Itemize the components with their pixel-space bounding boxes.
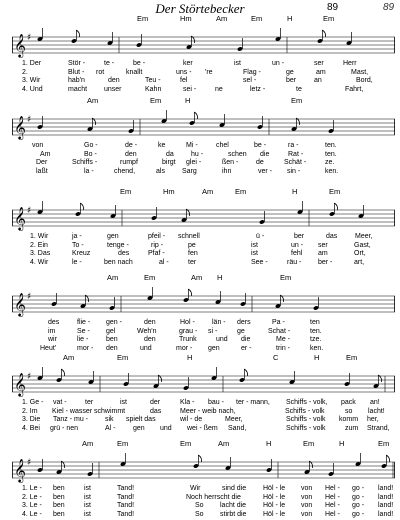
lyric-syllable: Gast, xyxy=(354,241,371,249)
lyric-syllable: sik xyxy=(105,416,114,423)
lyric-syllable: sei - xyxy=(183,85,197,93)
lyric-syllable: tenge - xyxy=(107,241,129,249)
lyric-syllable: So xyxy=(195,510,204,518)
lyric-syllable: 3. Wir xyxy=(22,77,41,84)
chord-symbol: Em xyxy=(137,14,149,23)
sharp-icon: ♯ xyxy=(27,206,32,216)
chord-symbol: H xyxy=(287,14,293,23)
lyric-syllable: ßen - xyxy=(222,159,239,166)
lyric-syllable: Schiffs - volk, xyxy=(286,399,328,406)
song-title: Der Störtebecker xyxy=(155,1,245,16)
lyric-syllable: her, xyxy=(367,416,379,423)
treble-clef-icon: 𝄞 xyxy=(14,206,26,230)
lyric-syllable: Höl - le xyxy=(263,502,286,509)
lyric-syllable: ge xyxy=(237,327,245,335)
lyric-syllable: ser xyxy=(314,60,324,67)
lyric-syllable: Tand! xyxy=(117,510,135,518)
lyric-syllable: Noch herrscht die xyxy=(186,493,241,501)
lyric-syllable: Kahn xyxy=(145,85,162,93)
lyric-syllable: sind die xyxy=(222,485,247,492)
lyric-syllable: trin - xyxy=(276,344,290,352)
lyric-syllable: Strand, xyxy=(367,424,390,432)
lyric-syllable: ke xyxy=(158,142,166,149)
lyric-syllable: pe xyxy=(188,241,196,249)
lyric-syllable: hab'n xyxy=(68,77,85,84)
lyric-syllable: Herr xyxy=(343,60,357,67)
lyric-syllable: Schat - xyxy=(268,327,291,335)
lyric-syllable: 2. Le - xyxy=(22,493,42,501)
lyric-line xyxy=(0,345,400,354)
lyric-syllable: mor - xyxy=(77,344,94,352)
lyric-syllable: ben xyxy=(53,493,65,501)
lyric-syllable: 4. Wir xyxy=(30,258,49,266)
chord-symbol: Em xyxy=(120,187,132,196)
lyric-syllable: spielt das xyxy=(126,416,156,423)
note-flag xyxy=(80,203,83,210)
lyric-syllable: und xyxy=(140,344,152,352)
chord-symbol: Em xyxy=(378,439,390,448)
lyric-syllable: von xyxy=(301,493,313,501)
lyric-syllable: Kiel - wasser schwimmt xyxy=(52,407,126,415)
note-flag xyxy=(194,112,197,119)
lyric-syllable: da xyxy=(166,150,174,158)
lyric-syllable: ver - xyxy=(258,167,272,175)
lyric-syllable: land! xyxy=(378,485,394,492)
treble-clef-icon: 𝄞 xyxy=(14,458,26,482)
lyric-syllable: Tanz - mu - xyxy=(53,416,89,423)
lyric-syllable: Rat - xyxy=(288,150,304,158)
staff xyxy=(12,24,395,64)
lyric-line xyxy=(0,259,400,268)
chord-symbol: H xyxy=(185,96,191,105)
lyric-syllable: ber xyxy=(286,77,297,84)
lyric-syllable: rumpf xyxy=(120,159,138,166)
treble-clef-icon: 𝄞 xyxy=(14,115,26,139)
lyric-syllable: flie - xyxy=(77,319,91,326)
lyric-syllable: am xyxy=(318,250,328,257)
lyric-syllable: ten. xyxy=(325,150,337,158)
lyric-syllable: von xyxy=(301,502,313,509)
lyric-syllable: knallt xyxy=(126,68,143,76)
lyric-syllable: Kreuz xyxy=(72,250,91,257)
chord-symbol: Hm xyxy=(163,187,175,196)
lyric-syllable: Mi - xyxy=(186,142,198,149)
chord-symbol: Am xyxy=(107,273,119,282)
lyric-syllable: Tand! xyxy=(117,493,135,501)
note-flag xyxy=(198,455,201,462)
lyric-syllable: Höl - le xyxy=(263,485,286,492)
chord-symbol: Am xyxy=(216,14,228,23)
chord-symbol: C xyxy=(273,353,279,362)
chord-symbol: Em xyxy=(280,273,292,282)
chord-symbol: H xyxy=(217,273,223,282)
lyric-syllable: 2. Im xyxy=(22,407,38,415)
lyric-syllable: unser xyxy=(104,85,122,93)
lyric-syllable: 1. Der xyxy=(22,60,42,67)
lyric-syllable: glei - xyxy=(186,159,202,166)
lyric-syllable: lacht die xyxy=(220,502,247,509)
lyric-syllable: Höl - le xyxy=(263,493,286,501)
chord-symbol: H xyxy=(314,353,320,362)
chord-symbol: H xyxy=(187,353,193,362)
lyric-syllable: so xyxy=(345,407,353,415)
note-flag xyxy=(61,369,64,376)
lyric-syllable: ben xyxy=(106,336,118,343)
chord-symbol: Em xyxy=(117,439,129,448)
chord-symbol: Em xyxy=(180,439,192,448)
chord-symbol: Em xyxy=(291,96,303,105)
lyric-syllable: de xyxy=(256,159,264,166)
lyric-syllable: den xyxy=(125,150,137,158)
sharp-icon: ♯ xyxy=(27,292,32,302)
lyric-syllable: gel xyxy=(106,327,116,335)
chord-symbol: Am xyxy=(202,187,214,196)
lyric-syllable: ja - xyxy=(72,233,82,240)
lyric-syllable: Weh'n xyxy=(137,327,157,335)
lyric-syllable: Schiffs - volk xyxy=(286,424,326,432)
lyric-syllable: die xyxy=(241,336,251,343)
note-flag xyxy=(334,203,337,210)
lyric-syllable: von xyxy=(301,485,313,492)
lyric-syllable: ra - xyxy=(288,142,299,149)
lyric-syllable: Se - xyxy=(77,327,90,335)
lyric-syllable: Meer, xyxy=(225,416,243,423)
chord-symbol: Em xyxy=(150,96,162,105)
lyric-syllable: Kla - xyxy=(180,399,195,406)
lyric-syllable: go - xyxy=(352,485,365,492)
lyric-syllable: wil - de xyxy=(180,416,203,423)
lyric-syllable: Wir xyxy=(190,485,201,492)
lyric-syllable: ter - mann, xyxy=(236,399,270,406)
lyric-syllable: der xyxy=(150,399,161,406)
lyric-line xyxy=(0,168,400,177)
lyric-syllable: uns - xyxy=(176,68,192,76)
lyric-syllable: grü - nen xyxy=(50,424,79,432)
lyric-syllable: hu - xyxy=(191,150,204,158)
note-flag xyxy=(76,30,79,37)
lyric-syllable: un - xyxy=(272,60,285,67)
lyric-syllable: ist xyxy=(120,399,127,406)
lyric-syllable: land! xyxy=(378,502,394,509)
lyric-syllable: Schät - xyxy=(284,159,307,166)
lyric-syllable: Ort, xyxy=(354,250,366,257)
lyric-syllable: und xyxy=(160,424,172,432)
lyric-syllable: komm xyxy=(339,416,359,423)
lyric-syllable: die xyxy=(260,150,270,158)
lyric-syllable: tze. xyxy=(310,336,322,343)
lyric-syllable: Teu - xyxy=(145,77,161,84)
lyric-syllable: an! xyxy=(370,399,380,406)
treble-clef-icon: 𝄞 xyxy=(14,372,26,396)
chord-symbol: H xyxy=(292,187,298,196)
lyric-syllable: län - xyxy=(212,319,226,326)
staff xyxy=(12,363,395,403)
lyric-syllable: ben xyxy=(53,502,65,509)
lyric-syllable: Tand! xyxy=(117,485,135,492)
lyric-syllable: si - xyxy=(208,327,218,335)
chord-symbol: Em xyxy=(117,353,129,362)
lyric-syllable: Meer - weib nach, xyxy=(180,407,236,415)
lyric-syllable: Schiffs - volk xyxy=(286,416,326,423)
lyric-syllable: lacht! xyxy=(368,407,385,415)
lyric-syllable: das xyxy=(326,233,338,240)
lyric-syllable: wei - ßem xyxy=(187,424,218,432)
lyric-syllable: ihn xyxy=(222,167,232,175)
chord-symbol: Am xyxy=(63,353,75,362)
lyric-syllable: be - xyxy=(254,142,267,149)
staff xyxy=(12,283,395,323)
lyric-syllable: ben xyxy=(53,510,65,518)
lyric-syllable: ist xyxy=(251,250,258,257)
lyric-syllable: räu - xyxy=(287,258,302,266)
lyric-syllable: land! xyxy=(378,493,394,501)
lyric-syllable: ze. xyxy=(325,159,335,166)
lyric-syllable: 4. Le - xyxy=(22,510,42,518)
lyric-syllable: sel - xyxy=(243,77,257,84)
lyric-syllable: zum xyxy=(345,424,359,432)
lyric-syllable: un - xyxy=(291,241,304,249)
chord-symbol: H xyxy=(339,439,345,448)
lyric-syllable: chel xyxy=(216,142,229,149)
lyric-syllable: den xyxy=(144,319,156,326)
lyric-syllable: Hel - xyxy=(325,485,340,492)
lyric-syllable: Mast, xyxy=(351,68,369,76)
sharp-icon: ♯ xyxy=(27,372,32,382)
lyric-syllable: das xyxy=(150,407,162,415)
lyric-syllable: sin - xyxy=(287,167,301,175)
lyric-syllable: Tand! xyxy=(117,502,135,509)
lyric-syllable: ker xyxy=(183,60,193,67)
lyric-syllable: ten xyxy=(310,319,320,326)
lyric-syllable: an xyxy=(314,77,322,84)
lyric-syllable: ber - xyxy=(318,258,333,266)
chord-symbol: Am xyxy=(87,96,99,105)
lyric-syllable: Heut' xyxy=(40,344,57,352)
lyric-syllable: 3. Le - xyxy=(22,502,42,509)
lyric-syllable: go - xyxy=(352,502,365,509)
sharp-icon: ♯ xyxy=(27,115,32,125)
lyric-syllable: ken. xyxy=(325,167,339,175)
lyric-syllable: be - xyxy=(133,60,146,67)
lyric-syllable: gen xyxy=(107,233,119,240)
lyric-syllable: gen xyxy=(133,424,145,432)
lyric-syllable: des xyxy=(48,319,60,326)
lyric-syllable: 2. xyxy=(22,68,28,76)
lyric-syllable: von xyxy=(301,510,313,518)
lyric-syllable: Trunk xyxy=(179,336,197,343)
lyric-syllable: fen xyxy=(188,250,198,257)
lyric-syllable: den xyxy=(106,344,118,352)
chord-symbol: Hm xyxy=(180,14,192,23)
lyric-syllable: rot xyxy=(96,68,105,76)
lyric-syllable: und xyxy=(216,336,228,343)
note-flag xyxy=(188,289,191,296)
lyric-syllable: den xyxy=(144,336,156,343)
lyric-syllable: ge xyxy=(286,68,294,76)
lyric-syllable: ter xyxy=(188,258,197,266)
lyric-syllable: Hel - xyxy=(325,510,340,518)
lyric-syllable: le - xyxy=(72,258,82,266)
lyric-syllable: Bo - xyxy=(84,150,97,158)
lyric-syllable: als xyxy=(156,167,165,175)
lyric-syllable: macht xyxy=(68,85,88,93)
lyric-syllable: rip - xyxy=(151,241,164,249)
lyric-syllable: bau - xyxy=(208,399,224,406)
lyric-syllable: Blut - xyxy=(68,68,85,76)
lyric-syllable: laßt xyxy=(36,167,48,175)
chord-symbol: Am xyxy=(82,439,94,448)
lyric-syllable: To - xyxy=(72,241,84,249)
lyric-syllable: 4. Bei xyxy=(22,424,40,432)
lyric-syllable: lie - xyxy=(77,336,89,343)
lyric-syllable: chend, xyxy=(114,167,136,175)
lyric-syllable: de - xyxy=(125,142,138,149)
lyric-syllable: ist xyxy=(234,60,241,67)
lyric-syllable: den xyxy=(108,77,120,84)
lyric-syllable: Pa - xyxy=(272,319,285,326)
lyric-syllable: Flag - xyxy=(243,68,261,76)
lyric-syllable: Me - xyxy=(276,336,290,343)
lyric-syllable: 3. Die xyxy=(22,416,41,423)
lyric-syllable: ten. xyxy=(310,327,322,335)
lyric-syllable: ist xyxy=(84,493,91,501)
lyric-syllable: ders xyxy=(237,319,251,326)
lyric-syllable: Sarg xyxy=(182,167,197,175)
lyric-syllable: pack xyxy=(341,399,356,406)
lyric-syllable: So xyxy=(195,502,204,509)
lyric-syllable: schnell xyxy=(178,233,200,240)
sharp-icon: ♯ xyxy=(27,458,32,468)
lyric-syllable: ben xyxy=(53,485,65,492)
lyric-syllable: Stör - xyxy=(68,60,86,67)
lyric-syllable: Schiffs - volk xyxy=(285,407,325,415)
page-number-corner: 89 xyxy=(383,2,395,13)
lyric-syllable: go - xyxy=(352,493,365,501)
chord-symbol: Em xyxy=(235,187,247,196)
lyric-syllable: gen - xyxy=(106,319,122,326)
note-flag xyxy=(322,30,325,37)
lyric-syllable: al - xyxy=(159,258,169,266)
lyric-syllable: Höl - le xyxy=(263,510,286,518)
treble-clef-icon: 𝄞 xyxy=(14,33,26,57)
lyric-syllable: mor - xyxy=(176,344,193,352)
chord-symbol: H xyxy=(266,439,272,448)
chord-symbol: Em xyxy=(346,353,358,362)
lyric-syllable: ist xyxy=(251,241,258,249)
lyric-syllable: ist xyxy=(84,510,91,518)
lyric-syllable: art, xyxy=(354,258,365,266)
lyric-syllable: am xyxy=(316,68,326,76)
chord-symbol: Em xyxy=(323,14,335,23)
lyric-syllable: im xyxy=(48,327,56,335)
lyric-syllable: ken. xyxy=(310,344,324,352)
lyric-line xyxy=(0,86,400,95)
lyric-syllable: 2. Ein xyxy=(30,241,48,249)
lyric-syllable: ist xyxy=(84,502,91,509)
staff xyxy=(12,197,395,237)
lyric-syllable: 4. Und xyxy=(22,85,43,93)
lyric-syllable: ten. xyxy=(325,142,337,149)
lyric-syllable: la - xyxy=(84,167,94,175)
lyric-syllable: vat - xyxy=(53,399,67,406)
page-number: 89 xyxy=(327,2,339,13)
sharp-icon: ♯ xyxy=(27,33,32,43)
lyric-syllable: Hel - xyxy=(325,502,340,509)
treble-clef-icon: 𝄞 xyxy=(14,292,26,316)
lyric-syllable: go - xyxy=(352,510,365,518)
lyric-syllable: schen xyxy=(228,150,247,158)
lyric-syllable: 1. Ge - xyxy=(22,399,44,406)
lyric-syllable: land! xyxy=(378,510,394,518)
lyric-syllable: des xyxy=(118,250,130,257)
lyric-syllable: ben nach xyxy=(104,258,133,266)
lyric-syllable: er - xyxy=(241,344,252,352)
lyric-syllable: ist xyxy=(84,485,91,492)
staff xyxy=(12,449,395,489)
lyric-syllable: Am xyxy=(40,150,51,158)
lyric-syllable: 1. Le - xyxy=(22,485,42,492)
lyric-syllable: Pfaf - xyxy=(148,250,165,257)
lyric-syllable: ter xyxy=(85,399,94,406)
lyric-syllable: ne xyxy=(215,85,223,93)
lyric-syllable: ü - xyxy=(256,233,265,240)
note-flag xyxy=(244,369,247,376)
lyric-syllable: Hol - xyxy=(180,319,195,326)
lyric-syllable: pfeil - xyxy=(148,233,166,240)
lyric-syllable: grau - xyxy=(179,327,198,335)
lyric-syllable: te - xyxy=(104,60,115,67)
lyric-syllable: 3. Das xyxy=(30,250,51,257)
lyric-syllable: Al - xyxy=(105,424,116,432)
chord-symbol: Em xyxy=(251,14,263,23)
lyric-syllable: von xyxy=(32,142,44,149)
lyric-syllable: birgt xyxy=(162,159,176,166)
lyric-syllable: te xyxy=(296,85,302,93)
lyric-syllable: Sand, xyxy=(228,424,247,432)
lyric-syllable: See - xyxy=(251,258,268,266)
lyric-syllable: Meer, xyxy=(355,233,373,240)
lyric-syllable: stirbt die xyxy=(220,510,247,518)
lyric-syllable: 1. Wir xyxy=(30,233,49,240)
lyric-syllable: fel xyxy=(180,77,188,84)
lyric-syllable: Der xyxy=(36,159,48,166)
chord-symbol: Am xyxy=(218,439,230,448)
chord-symbol: Em xyxy=(329,187,341,196)
lyric-syllable: Schiffs - xyxy=(72,159,98,166)
lyric-syllable: Go - xyxy=(84,142,98,149)
lyric-syllable: letz - xyxy=(250,85,266,93)
lyric-syllable: ser xyxy=(318,241,328,249)
chord-symbol: Em xyxy=(303,439,315,448)
lyric-line xyxy=(0,425,400,434)
lyric-syllable: 're xyxy=(205,68,213,76)
staff xyxy=(12,106,395,146)
chord-symbol: Em xyxy=(144,273,156,282)
lyric-syllable: wir xyxy=(48,336,57,343)
lyric-syllable: gen xyxy=(208,344,220,352)
lyric-syllable: fehl xyxy=(291,250,303,257)
lyric-syllable: Hel - xyxy=(325,493,340,501)
lyric-syllable: ber xyxy=(294,233,305,240)
lyric-syllable: Fahrt, xyxy=(345,85,364,93)
lyric-syllable: Bord, xyxy=(356,77,373,84)
note-flag xyxy=(386,455,389,462)
chord-symbol: Am xyxy=(191,273,203,282)
